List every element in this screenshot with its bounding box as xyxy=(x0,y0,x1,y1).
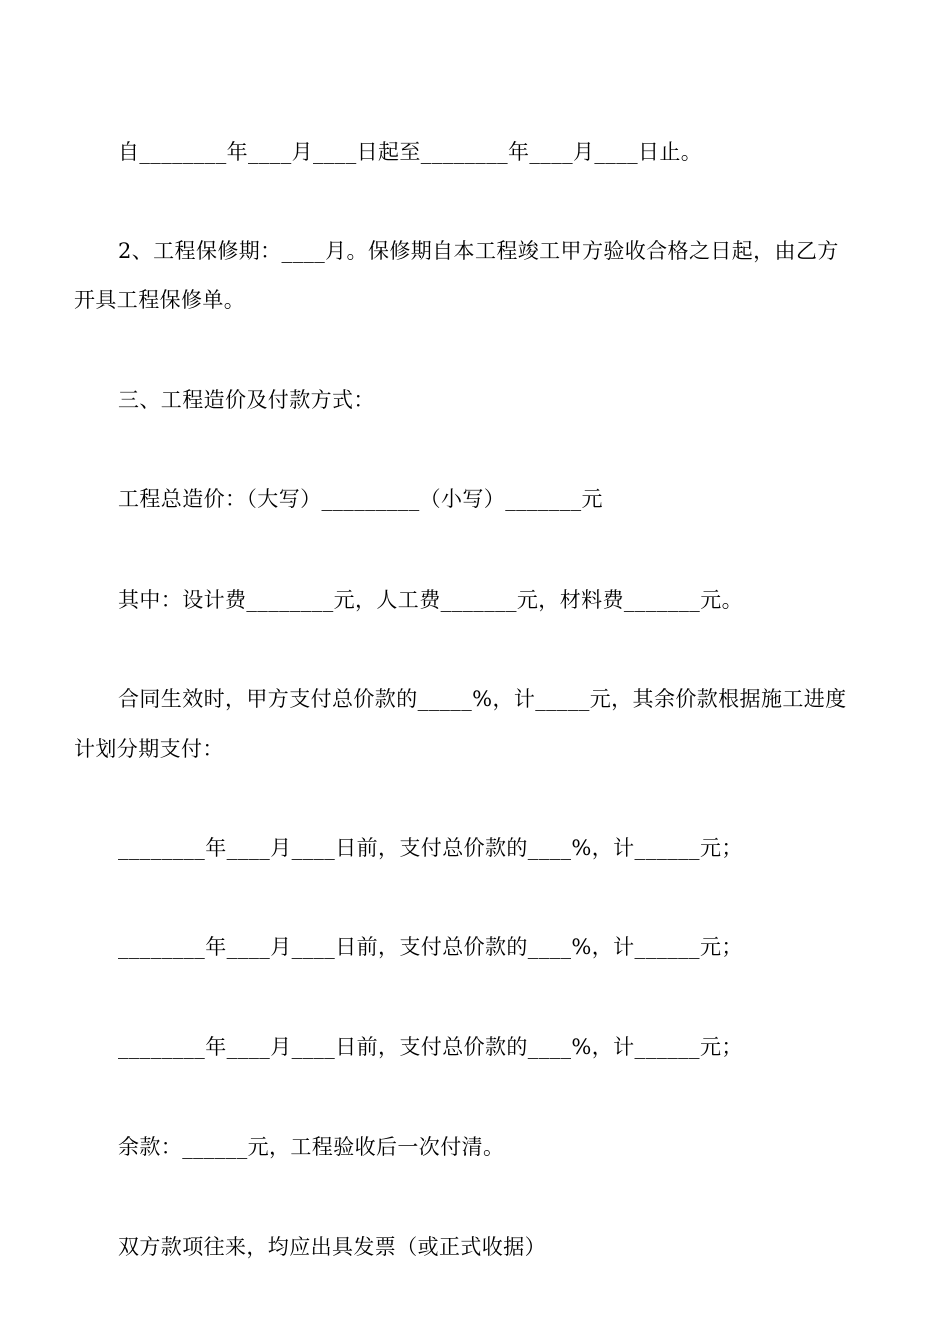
warranty-period-line-cont: 开具工程保修单。 xyxy=(74,288,246,312)
initial-payment-line-cont: 计划分期支付： xyxy=(74,737,224,761)
warranty-period-line: 2、工程保修期：____月。保修期自本工程竣工甲方验收合格之日起，由乙方 xyxy=(118,239,839,263)
cost-breakdown-line: 其中：设计费________元，人工费_______元，材料费_______元。 xyxy=(118,588,743,612)
total-price-line: 工程总造价：（大写）_________（小写）_______元 xyxy=(118,487,603,511)
invoice-line: 双方款项往来，均应出具发票（或正式收据） xyxy=(118,1235,546,1259)
installment-line-3: ________年____月____日前，支付总价款的____%，计______元； xyxy=(118,1035,743,1059)
section-heading-payment: 三、工程造价及付款方式： xyxy=(118,388,375,412)
contract-period-line: 自________年____月____日起至________年____月____日止。 xyxy=(118,140,703,164)
installment-line-2: ________年____月____日前，支付总价款的____%，计______元； xyxy=(118,935,743,959)
initial-payment-line: 合同生效时，甲方支付总价款的_____%，计_____元，其余价款根据施工进度 xyxy=(118,687,847,711)
installment-line-1: ________年____月____日前，支付总价款的____%，计______元； xyxy=(118,836,743,860)
balance-line: 余款：______元，工程验收后一次付清。 xyxy=(118,1135,505,1159)
